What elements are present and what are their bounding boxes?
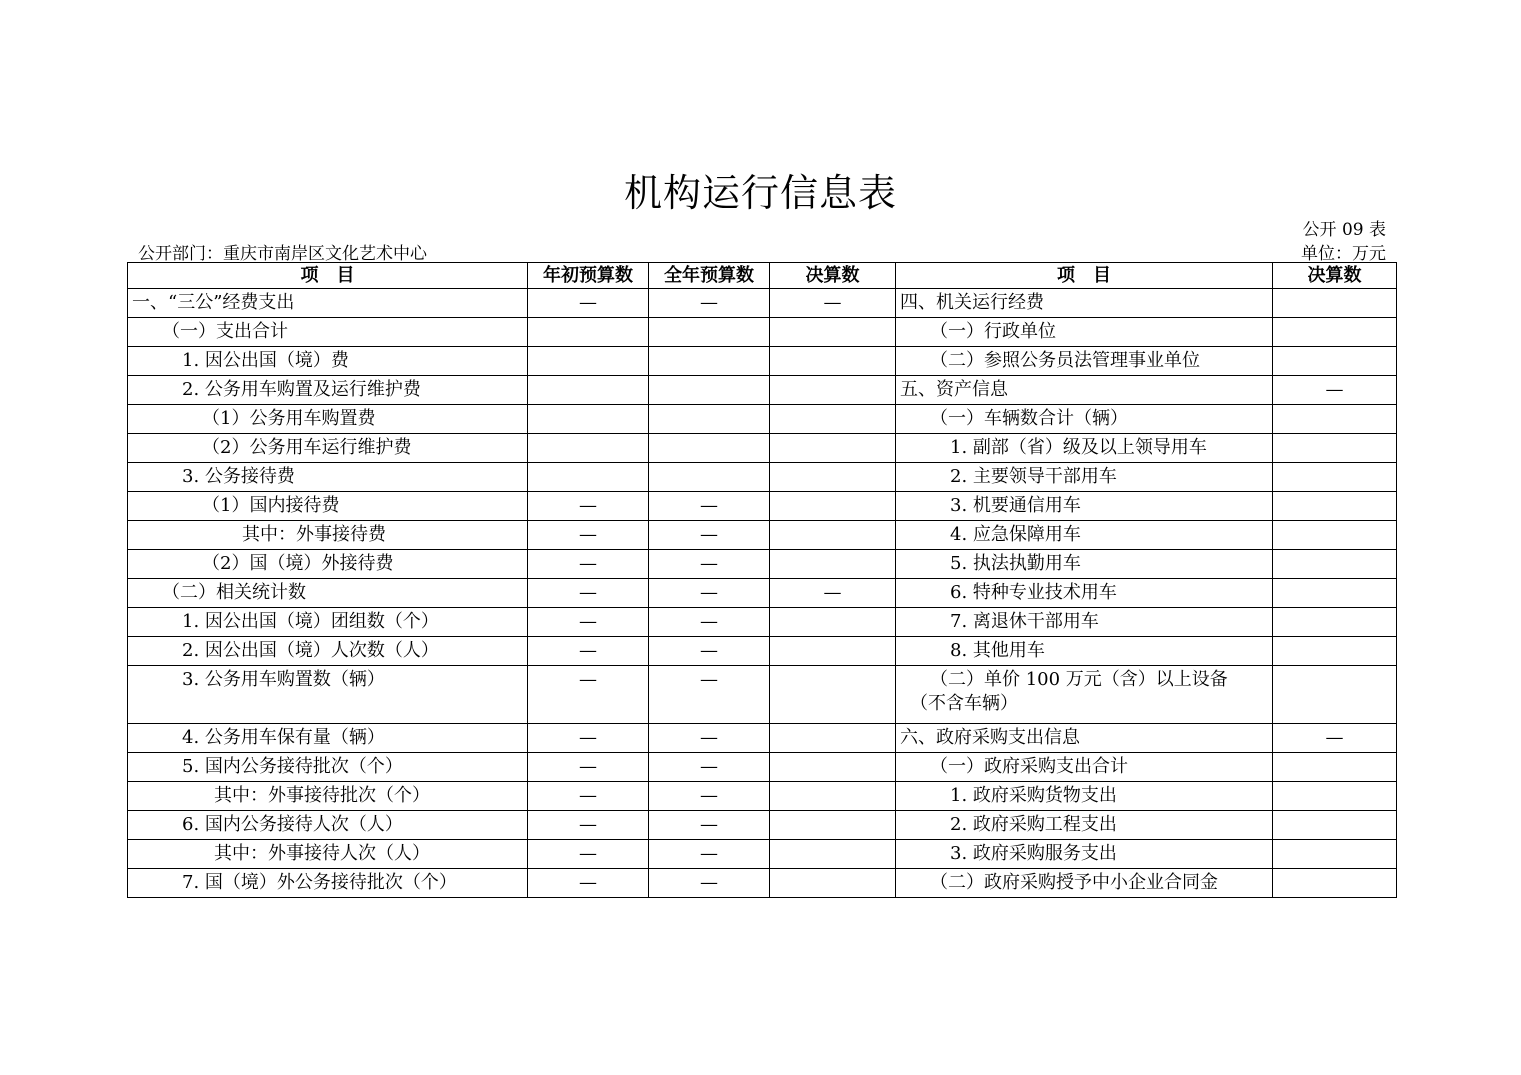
cell-right-final: — — [1273, 724, 1397, 753]
cell-right-final — [1273, 637, 1397, 666]
cell-full-budget: — — [649, 869, 770, 898]
table-row — [128, 869, 1397, 898]
cell-right-final — [1273, 608, 1397, 637]
cell-final — [770, 637, 896, 666]
table-row — [128, 463, 1397, 492]
cell-final — [770, 405, 896, 434]
header-initial-budget: 年初预算数 — [528, 263, 649, 289]
row-label-left: 其中：外事接待人次（人） — [128, 840, 528, 869]
cell-final — [770, 434, 896, 463]
cell-full-budget — [649, 347, 770, 376]
cell-right-final — [1273, 463, 1397, 492]
table-row — [128, 666, 1397, 724]
row-label-left: 5. 国内公务接待批次（个） — [128, 753, 528, 782]
table-row — [128, 347, 1397, 376]
row-label-right: 8. 其他用车 — [896, 637, 1273, 666]
table-row — [128, 782, 1397, 811]
cell-initial-budget: — — [528, 579, 649, 608]
table-row — [128, 434, 1397, 463]
cell-right-final — [1273, 869, 1397, 898]
header-item-right: 项 目 — [896, 263, 1273, 289]
row-label-right: （一）车辆数合计（辆） — [896, 405, 1273, 434]
cell-final — [770, 376, 896, 405]
row-label-right: （二）单价 100 万元（含）以上设备（不含车辆） — [896, 666, 1273, 724]
cell-final — [770, 753, 896, 782]
cell-final — [770, 318, 896, 347]
cell-right-final — [1273, 666, 1397, 724]
cell-final — [770, 666, 896, 724]
table-number: 公开 09 表 — [1302, 220, 1386, 240]
header-right-final: 决算数 — [1273, 263, 1397, 289]
unit-label: 单位：万元 — [1301, 244, 1386, 264]
cell-initial-budget: — — [528, 289, 649, 318]
cell-right-final — [1273, 753, 1397, 782]
cell-final: — — [770, 289, 896, 318]
cell-right-final — [1273, 840, 1397, 869]
cell-right-final — [1273, 521, 1397, 550]
row-label-left: （2）公务用车运行维护费 — [128, 434, 528, 463]
row-label-left: 3. 公务接待费 — [128, 463, 528, 492]
cell-full-budget: — — [649, 840, 770, 869]
cell-final — [770, 347, 896, 376]
row-label-right: 5. 执法执勤用车 — [896, 550, 1273, 579]
row-label-left: 其中：外事接待费 — [128, 521, 528, 550]
table-row — [128, 405, 1397, 434]
table-row — [128, 724, 1397, 753]
cell-full-budget: — — [649, 811, 770, 840]
row-label-left: （1）国内接待费 — [128, 492, 528, 521]
row-label-right: （一）行政单位 — [896, 318, 1273, 347]
cell-final — [770, 811, 896, 840]
table-row — [128, 579, 1397, 608]
cell-initial-budget — [528, 463, 649, 492]
cell-final — [770, 724, 896, 753]
row-label-left: （一）支出合计 — [128, 318, 528, 347]
cell-right-final — [1273, 405, 1397, 434]
cell-full-budget — [649, 405, 770, 434]
cell-final — [770, 492, 896, 521]
cell-right-final — [1273, 289, 1397, 318]
cell-final — [770, 521, 896, 550]
cell-full-budget: — — [649, 492, 770, 521]
table-row — [128, 608, 1397, 637]
table-row — [128, 550, 1397, 579]
row-label-right: （二）参照公务员法管理事业单位 — [896, 347, 1273, 376]
cell-initial-budget — [528, 347, 649, 376]
cell-initial-budget: — — [528, 637, 649, 666]
table-row — [128, 840, 1397, 869]
cell-right-final: — — [1273, 376, 1397, 405]
cell-full-budget: — — [649, 521, 770, 550]
department-label: 公开部门：重庆市南岸区文化艺术中心 — [138, 244, 427, 264]
page-title: 机构运行信息表 — [623, 171, 897, 215]
row-label-left: 1. 因公出国（境）费 — [128, 347, 528, 376]
row-label-right: 7. 离退休干部用车 — [896, 608, 1273, 637]
row-label-left: 1. 因公出国（境）团组数（个） — [128, 608, 528, 637]
header-full-budget: 全年预算数 — [649, 263, 770, 289]
cell-initial-budget: — — [528, 724, 649, 753]
row-label-left: 4. 公务用车保有量（辆） — [128, 724, 528, 753]
cell-full-budget: — — [649, 289, 770, 318]
row-label-right: 四、机关运行经费 — [896, 289, 1273, 318]
cell-right-final — [1273, 434, 1397, 463]
cell-right-final — [1273, 318, 1397, 347]
row-label-left: 2. 公务用车购置及运行维护费 — [128, 376, 528, 405]
cell-final — [770, 463, 896, 492]
cell-full-budget — [649, 376, 770, 405]
row-label-left: 2. 因公出国（境）人次数（人） — [128, 637, 528, 666]
cell-full-budget: — — [649, 724, 770, 753]
cell-full-budget: — — [649, 666, 770, 724]
row-label-right: （二）政府采购授予中小企业合同金 — [896, 869, 1273, 898]
cell-initial-budget: — — [528, 666, 649, 724]
cell-full-budget: — — [649, 579, 770, 608]
row-label-left: （1）公务用车购置费 — [128, 405, 528, 434]
row-label-right: 1. 副部（省）级及以上领导用车 — [896, 434, 1273, 463]
table-row — [128, 492, 1397, 521]
cell-full-budget: — — [649, 753, 770, 782]
cell-initial-budget: — — [528, 753, 649, 782]
cell-right-final — [1273, 579, 1397, 608]
row-label-right: 2. 主要领导干部用车 — [896, 463, 1273, 492]
cell-full-budget: — — [649, 782, 770, 811]
row-label-left: 其中：外事接待批次（个） — [128, 782, 528, 811]
cell-full-budget: — — [649, 608, 770, 637]
cell-initial-budget — [528, 376, 649, 405]
table-header-row — [128, 263, 1397, 289]
cell-initial-budget — [528, 318, 649, 347]
cell-full-budget: — — [649, 550, 770, 579]
cell-full-budget — [649, 463, 770, 492]
row-label-left: （二）相关统计数 — [128, 579, 528, 608]
row-label-right: 4. 应急保障用车 — [896, 521, 1273, 550]
cell-initial-budget: — — [528, 869, 649, 898]
cell-right-final — [1273, 347, 1397, 376]
row-label-right: 六、政府采购支出信息 — [896, 724, 1273, 753]
table-row — [128, 318, 1397, 347]
row-label-left: （2）国（境）外接待费 — [128, 550, 528, 579]
table-row — [128, 811, 1397, 840]
cell-initial-budget — [528, 405, 649, 434]
table-row — [128, 753, 1397, 782]
cell-final: — — [770, 579, 896, 608]
cell-initial-budget: — — [528, 608, 649, 637]
cell-full-budget — [649, 434, 770, 463]
cell-final — [770, 550, 896, 579]
row-label-right: （一）政府采购支出合计 — [896, 753, 1273, 782]
table-row — [128, 637, 1397, 666]
cell-right-final — [1273, 492, 1397, 521]
cell-final — [770, 869, 896, 898]
cell-right-final — [1273, 782, 1397, 811]
row-label-right: 6. 特种专业技术用车 — [896, 579, 1273, 608]
row-label-right: 2. 政府采购工程支出 — [896, 811, 1273, 840]
cell-full-budget: — — [649, 637, 770, 666]
table-row — [128, 376, 1397, 405]
row-label-right: 3. 政府采购服务支出 — [896, 840, 1273, 869]
row-label-left: 7. 国（境）外公务接待批次（个） — [128, 869, 528, 898]
cell-final — [770, 608, 896, 637]
row-label-left: 3. 公务用车购置数（辆） — [128, 666, 528, 724]
row-label-right: 3. 机要通信用车 — [896, 492, 1273, 521]
row-label-right: 五、资产信息 — [896, 376, 1273, 405]
cell-full-budget — [649, 318, 770, 347]
cell-right-final — [1273, 550, 1397, 579]
info-table — [127, 262, 1397, 898]
cell-initial-budget: — — [528, 521, 649, 550]
cell-initial-budget: — — [528, 840, 649, 869]
cell-final — [770, 840, 896, 869]
cell-initial-budget — [528, 434, 649, 463]
row-label-left: 一、“三公”经费支出 — [128, 289, 528, 318]
cell-initial-budget: — — [528, 492, 649, 521]
row-label-right: 1. 政府采购货物支出 — [896, 782, 1273, 811]
cell-final — [770, 782, 896, 811]
cell-right-final — [1273, 811, 1397, 840]
cell-initial-budget: — — [528, 550, 649, 579]
header-item-left: 项 目 — [128, 263, 528, 289]
row-label-left: 6. 国内公务接待人次（人） — [128, 811, 528, 840]
cell-initial-budget: — — [528, 782, 649, 811]
header-final: 决算数 — [770, 263, 896, 289]
table-row — [128, 289, 1397, 318]
table-row — [128, 521, 1397, 550]
cell-initial-budget: — — [528, 811, 649, 840]
